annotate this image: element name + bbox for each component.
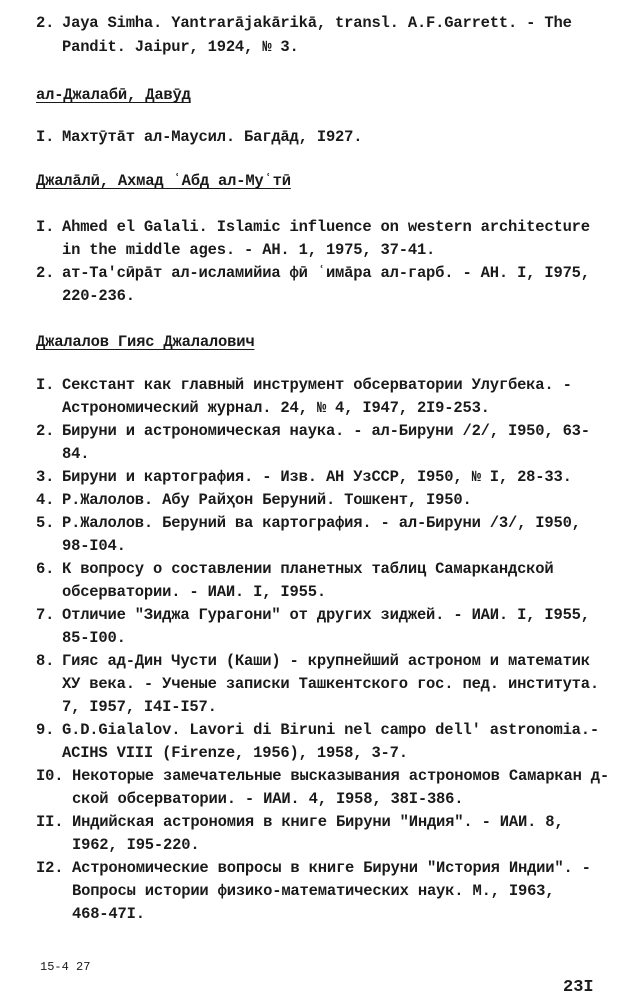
entry-line: I. Махтӯтāт ал-Маусил. Багдāд, I927. <box>36 128 363 146</box>
entry-number: 3. <box>36 468 55 486</box>
entry-line: 468-47I. <box>72 905 145 923</box>
page-number: 23I <box>563 978 594 997</box>
entry-number: 2. <box>36 422 55 440</box>
entry-line: I962, I95-220. <box>72 836 200 854</box>
entry-line: II. Индийская астрономия в книге Бируни "Индия". - ИАИ. 8, <box>36 813 564 831</box>
entry-line: ACIHS VIII (Firenze, 1956), 1958, 3-7. <box>62 744 408 762</box>
entry-number: I2. <box>36 859 64 877</box>
author-heading: ал-Джалабӣ, Давӯд <box>36 86 191 104</box>
entry-number: 2. <box>36 264 55 282</box>
entry-line: 98-I04. <box>62 537 126 555</box>
entry-line: 4. Р.Жалолов. Абу Райҳон Беруний. Тошкент, I950. <box>36 491 472 509</box>
entry-line: in the middle ages. - АН. 1, 1975, 37-41. <box>62 241 436 259</box>
entry-line: 3. Бируни и картография. - Изв. АН УзССР, I950, № I, 28-33. <box>36 468 572 486</box>
entry-line: 6. К вопросу о составлении планетных таблиц Самаркандской <box>36 560 554 578</box>
entry-line: I0. Некоторые замечательные высказывания астрономов Самаркан д- <box>36 767 609 785</box>
entry-line: I2. Астрономические вопросы в книге Бируни "История Индии". - <box>36 859 591 877</box>
entry-line: I. Ahmed el Galali. Islamic influence on western architecture <box>36 218 590 236</box>
entry-line: I. Секстант как главный инструмент обсерватории Улугбека. - <box>36 376 572 394</box>
entry-line: 220-236. <box>62 287 135 305</box>
entry-number: 6. <box>36 560 55 578</box>
entry-number: 5. <box>36 514 55 532</box>
entry-line: Астрономический журнал. 24, № 4, I947, 2I9-253. <box>62 399 490 417</box>
entry-number: I. <box>36 128 55 146</box>
entry-line: 9. G.D.Gialalov. Lavori di Biruni nel campo dell' astronomia.- <box>36 721 599 739</box>
entry-number: I. <box>36 376 55 394</box>
entry-line: 7, I957, I4I-I57. <box>62 698 217 716</box>
entry-line: 7. Отличие "Зиджа Гурагони" от других зиджей. - ИАИ. I, I955, <box>36 606 590 624</box>
entry-line: Pandit. Jaipur, 1924, № 3. <box>62 38 299 56</box>
entry-line: ХУ века. - Ученые записки Ташкентского гос. пед. института. <box>62 675 599 693</box>
entry-line: Вопросы истории физико-математических наук. М., I963, <box>72 882 555 900</box>
entry-number: I0. <box>36 767 64 785</box>
entry-line: обсерватории. - ИАИ. I, I955. <box>62 583 326 601</box>
entry-line: 2. ат-Та'сӣрāт ал-исламийиа фӣ ʿимāра ал-гарб. - АН. I, I975, <box>36 264 590 282</box>
printer-signature: 15-4 27 <box>40 960 91 974</box>
entry-line: 85-I00. <box>62 629 126 647</box>
entry-number: 8. <box>36 652 55 670</box>
entry-line: 2. Бируни и астрономическая наука. - ал-Бируни /2/, I950, 63- <box>36 422 590 440</box>
entry-number: 2. <box>36 14 55 32</box>
entry-number: 7. <box>36 606 55 624</box>
entry-line: 84. <box>62 445 90 463</box>
entry-line: 8. Гияс ад-Дин Чусти (Каши) - крупнейший астроном и математик <box>36 652 590 670</box>
entry-line: 5. Р.Жалолов. Беруний ва картография. - ал-Бируни /3/, I950, <box>36 514 581 532</box>
entry-number: I. <box>36 218 55 236</box>
entry-number: 9. <box>36 721 55 739</box>
author-heading: Джалāлӣ, Ахмад ʿАбд ал-Муʿтӣ <box>36 172 291 190</box>
entry-number: 4. <box>36 491 55 509</box>
entry-line: 2. Jaya Simha. Yantrarājakārikā, transl. A.F.Garrett. - The <box>36 14 572 32</box>
entry-line: ской обсерватории. - ИАИ. 4, I958, 38I-386. <box>72 790 464 808</box>
entry-number: II. <box>36 813 64 831</box>
author-heading: Джалалов Гияс Джалалович <box>36 333 255 351</box>
